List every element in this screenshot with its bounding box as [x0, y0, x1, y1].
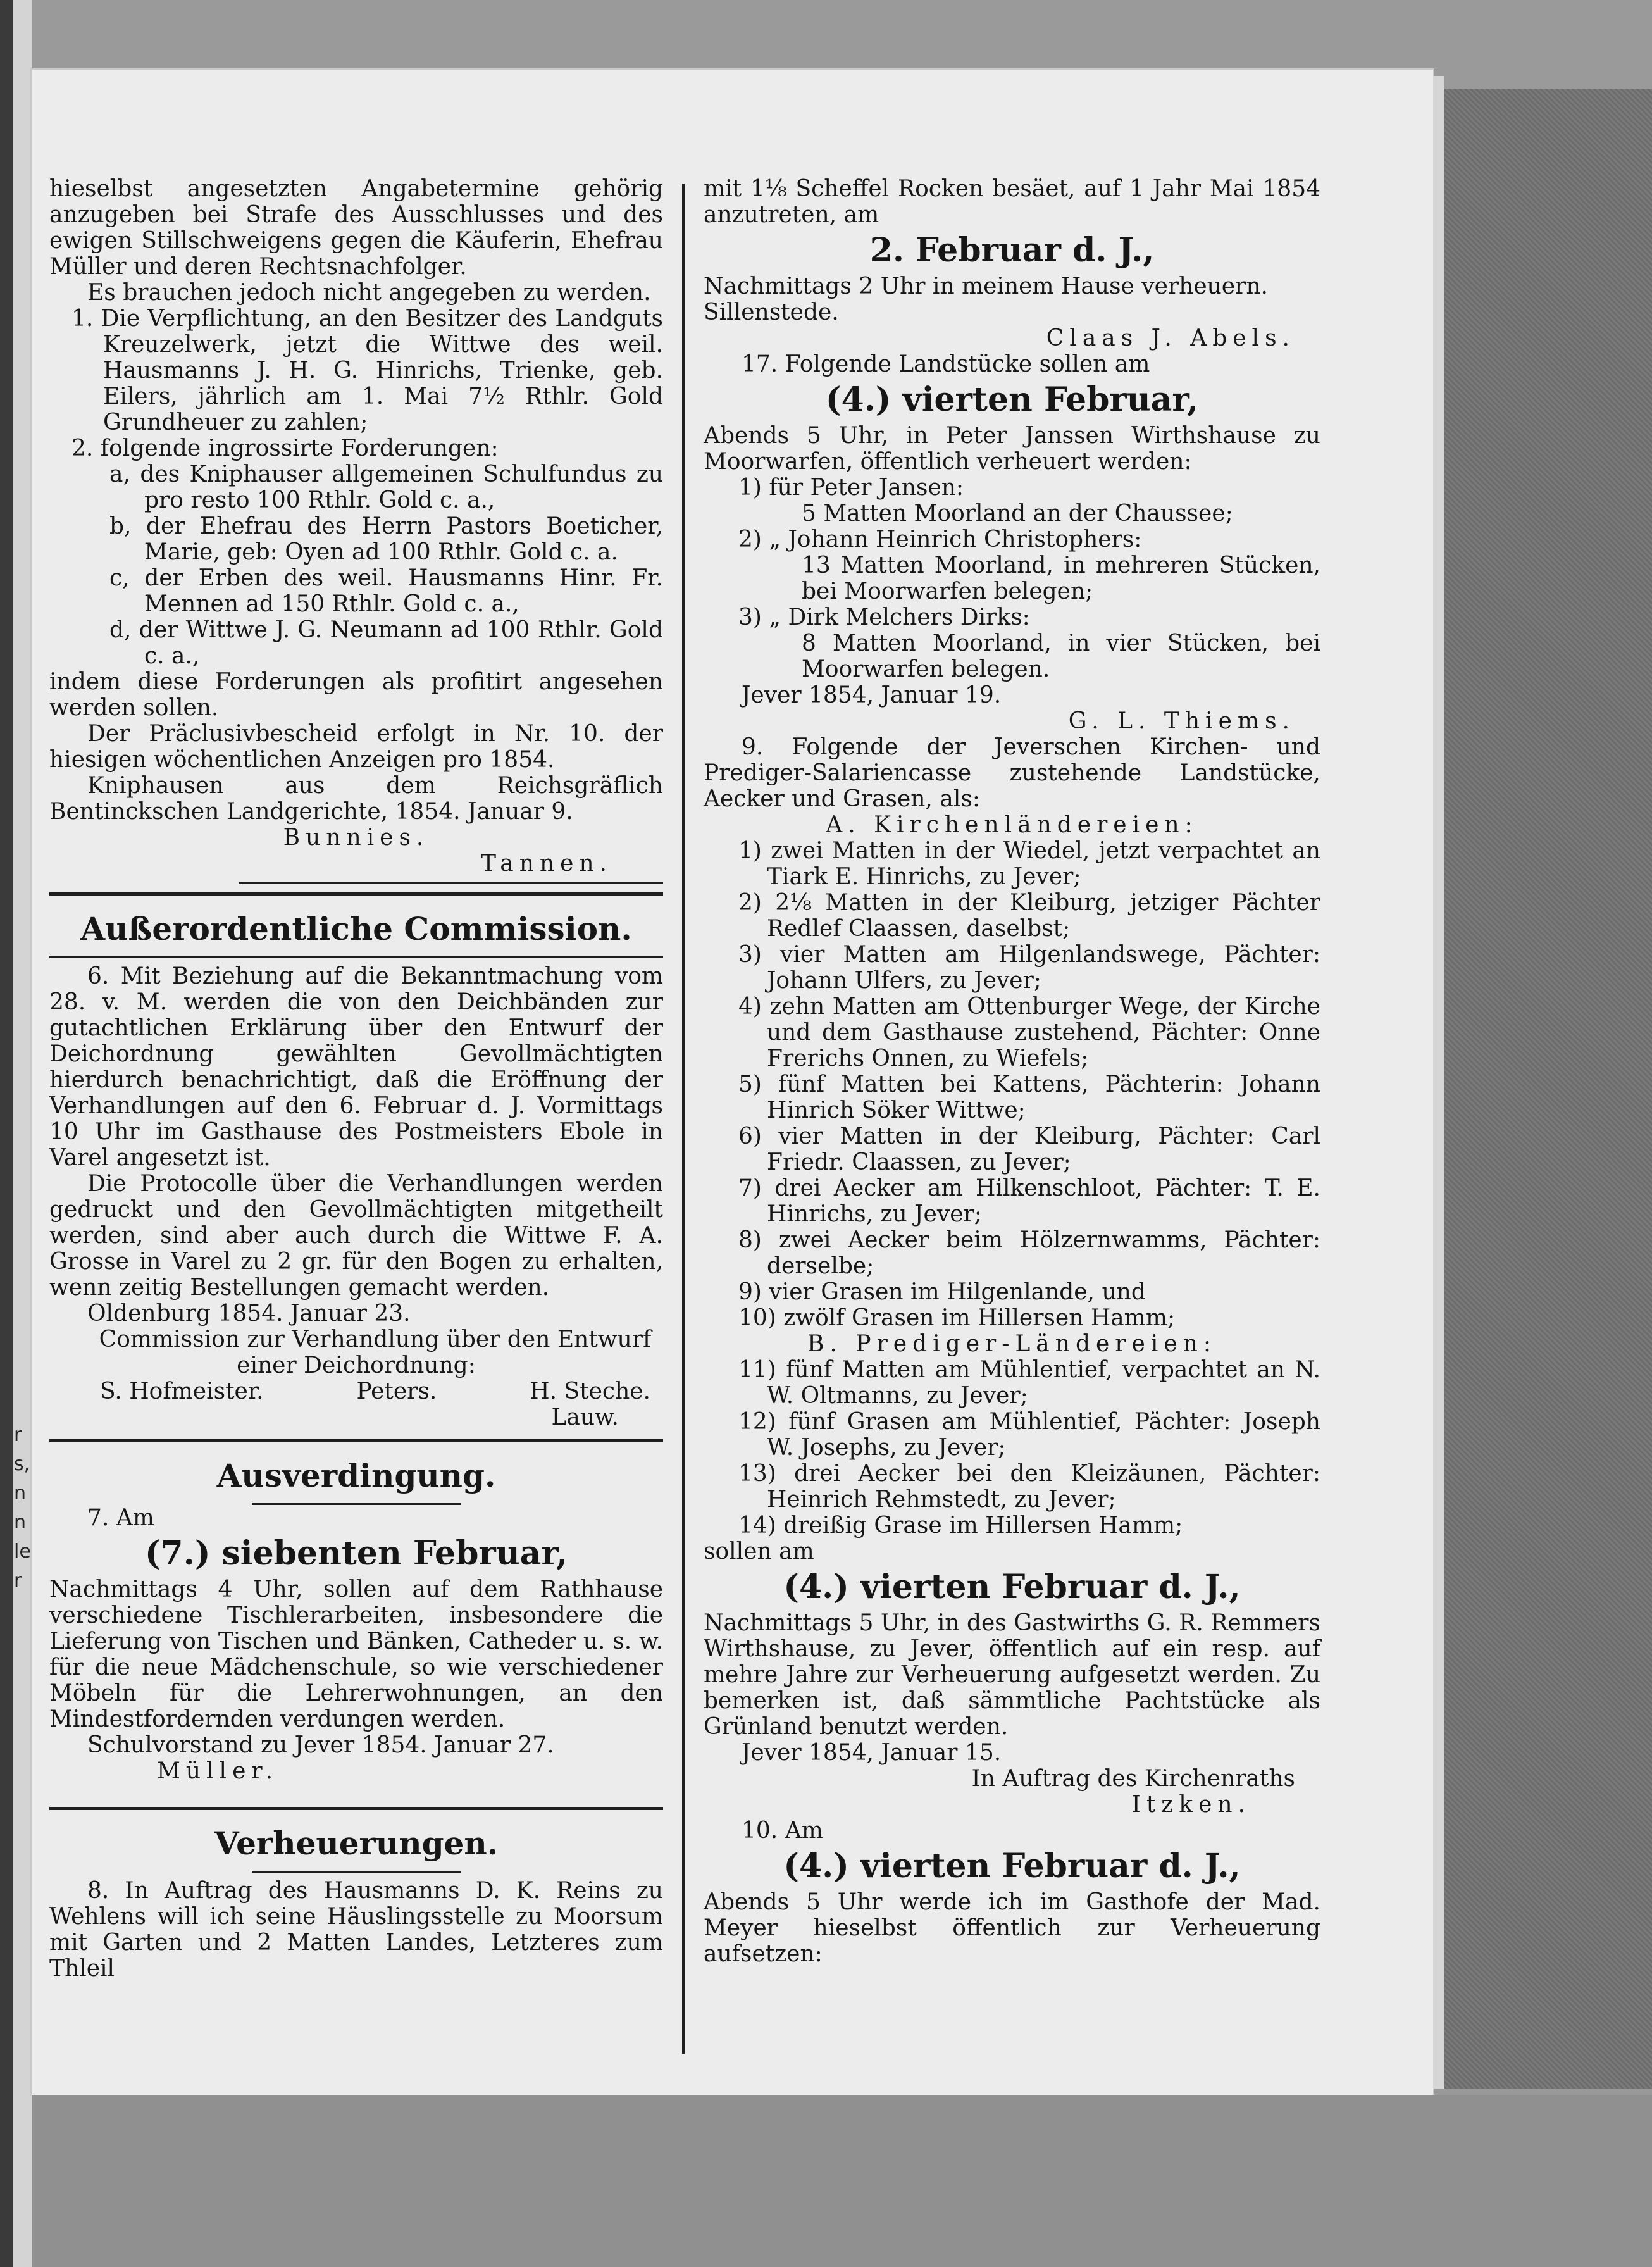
signature: Claas J. Abels.: [1046, 325, 1295, 351]
right-column: [704, 176, 1320, 1967]
list-item: 13) drei Aecker bei den Kleizäunen, Pächter: Heinrich Rehmstedt, zu Jever;: [738, 1461, 1320, 1513]
signature: Müller.: [157, 1758, 279, 1784]
paragraph: 9. Folgende der Jeverschen Kirchen- und Prediger-Salariencasse zustehende Landstücke, Aecker und Grasen, als:: [704, 734, 1320, 812]
heading-rule: [252, 1871, 461, 1873]
list-item: 1) zwei Matten in der Wiedel, jetzt verpachtet an Tiark E. Hinrichs, zu Jever;: [738, 838, 1320, 890]
paragraph: 17. Folgende Landstücke sollen am: [742, 351, 1150, 377]
section-divider: [49, 1439, 663, 1442]
date-headline: (4.) vierten Februar,: [825, 380, 1199, 419]
list-item: 5) fünf Matten bei Kattens, Pächterin: Johann Hinrich Söker Wittwe;: [738, 1071, 1320, 1123]
heading-rule: [49, 956, 663, 958]
place-date: Oldenburg 1854. Januar 23.: [87, 1301, 411, 1327]
column-divider: [682, 184, 685, 2054]
sub-list-item: b, der Ehefrau des Herrn Pastors Boeticher, Marie, geb: Oyen ad 100 Rthlr. Gold c. a.: [109, 513, 663, 565]
list-item-detail: 13 Matten Moorland, in mehreren Stücken, bei Moorwarfen belegen;: [802, 553, 1320, 604]
list-item: 4) zehn Matten am Ottenburger Wege, der Kirche und dem Gasthause zustehend, Pächter: Onne Frerichs Onnen, zu Wiefels;: [738, 994, 1320, 1071]
list-item: 6) vier Matten in der Kleiburg, Pächter: Carl Friedr. Claassen, zu Jever;: [738, 1123, 1320, 1175]
margin-fragment: n: [14, 1511, 27, 1533]
signature: Tannen.: [481, 851, 612, 877]
list-item: 1) für Peter Jansen:: [738, 475, 964, 501]
scan-background: [32, 2095, 1652, 2267]
paragraph: Die Protocolle über die Verhandlungen werden gedruckt und den Gevollmächtigten mitgetheilt werden, sind aber auch durch die Wittwe F. A. Grosse in Varel zu 2 gr. für den Bogen zu erhalten, wenn zeitig Bestellungen gemacht werden.: [49, 1171, 663, 1301]
paragraph: indem diese Forderungen als profitirt angesehen werden sollen.: [49, 669, 663, 721]
scan-border: [0, 0, 13, 2267]
paragraph: Nachmittags 4 Uhr, sollen auf dem Rathhause verschiedene Tischlerarbeiten, insbesondere die Lieferung von Tischen und Bänken, Catheder u. s. w. für die neue Mädchenschule, so wie verschiedener Möbeln für die Lehrerwohnungen, an den Mindestfordernden verdungen werden.: [49, 1577, 663, 1732]
signature-rule: [239, 882, 663, 884]
left-column: [49, 176, 663, 1982]
margin-fragment: n: [14, 1482, 27, 1504]
list-item: 1. Die Verpflichtung, an den Besitzer des Landguts Kreuzelwerk, jetzt die Wittwe des weil. Hausmanns J. H. G. Hinrichs, Trienke, geb. Eilers, jährlich am 1. Mai 7½ Rthlr. Gold Grundheuer zu zahlen;: [71, 306, 663, 435]
list-item-detail: 5 Matten Moorland an der Chaussee;: [802, 501, 1233, 527]
sub-list-item: c, der Erben des weil. Hausmanns Hinr. Fr. Mennen ad 150 Rthlr. Gold c. a.,: [109, 565, 663, 617]
list-item: 11) fünf Matten am Mühlentief, verpachtet an N. W. Oltmanns, zu Jever;: [738, 1357, 1320, 1409]
place-date: Jever 1854, Januar 19.: [742, 682, 1002, 708]
place-date: Jever 1854, Januar 15.: [742, 1740, 1002, 1766]
list-item: 14) dreißig Grase im Hillersen Hamm;: [738, 1513, 1183, 1539]
place-date: Kniphausen aus dem Reichsgräflich Bentinckschen Landgerichte, 1854. Januar 9.: [49, 773, 663, 825]
list-item: 3) vier Matten am Hilgenlandswege, Pächter: Johann Ulfers, zu Jever;: [738, 942, 1320, 994]
date-headline: (7.) siebenten Februar,: [144, 1534, 568, 1573]
signature: Bunnies.: [283, 825, 430, 851]
margin-fragment: s,: [14, 1453, 30, 1475]
paragraph: 6. Mit Beziehung auf die Bekanntmachung vom 28. v. M. werden die von den Deichbänden zur gutachtlichen Erklärung über den Entwurf der Deichordnung gewählten Gevollmächtigten hierdurch benachrichtigt, daß die Eröffnung der Verhandlungen auf den 6. Februar d. J. Vormittags 10 Uhr im Gasthause des Postmeisters Ebole in Varel angesetzt ist.: [49, 963, 663, 1171]
paragraph: Der Präclusivbescheid erfolgt in Nr. 10. der hiesigen wöchentlichen Anzeigen pro 1854.: [49, 721, 663, 773]
signature: Lauw.: [551, 1404, 619, 1430]
list-item: 2) „ Johann Heinrich Christophers:: [738, 527, 1142, 553]
paragraph: Nachmittags 5 Uhr, in des Gastwirths G. R. Remmers Wirthshause, zu Jever, öffentlich auf ein resp. auf mehre Jahre zur Verheuerung aufgesetzt werden. Zu bemerken ist, daß sämmtliche Pachtstücke als Grünland benutzt werden.: [704, 1610, 1320, 1740]
signature: G. L. Thiems.: [1068, 708, 1295, 734]
list-item: 2. folgende ingrossirte Forderungen:: [71, 435, 499, 461]
section-divider: [49, 1807, 663, 1810]
section-heading: Ausverdingung.: [216, 1457, 496, 1494]
signature-row: [49, 1378, 663, 1404]
list-item: 2) 2⅛ Matten in der Kleiburg, jetziger Pächter Redlef Claassen, daselbst;: [738, 890, 1320, 942]
date-headline: 2. Februar d. J.,: [869, 231, 1155, 270]
paragraph: Abends 5 Uhr, in Peter Janssen Wirthshause zu Moorwarfen, öffentlich verheuert werden:: [704, 423, 1320, 475]
list-item: 9) vier Grasen im Hilgenlande, und: [738, 1279, 1146, 1305]
paragraph: Nachmittags 2 Uhr in meinem Hause verheuern.: [704, 273, 1268, 299]
margin-fragment: le: [14, 1540, 31, 1563]
commission-line: Commission zur Verhandlung über den Entwurf einer Deichordnung:: [99, 1327, 652, 1378]
previous-page-edge: [13, 0, 32, 2267]
signature: Peters.: [356, 1378, 437, 1404]
section-label: B. Prediger-Ländereien:: [807, 1331, 1217, 1357]
place-date: Schulvorstand zu Jever 1854. Januar 27.: [87, 1732, 554, 1758]
margin-fragment: r: [14, 1570, 22, 1592]
signature: H. Steche.: [530, 1378, 650, 1404]
date-headline: (4.) vierten Februar d. J.,: [783, 1847, 1241, 1885]
page-edge: [1433, 76, 1444, 2089]
list-item: 12) fünf Grasen am Mühlentief, Pächter: Joseph W. Josephs, zu Jever;: [738, 1409, 1320, 1461]
margin-fragment: r: [14, 1424, 22, 1446]
paragraph: 10. Am: [742, 1818, 823, 1844]
paragraph: Es brauchen jedoch nicht angegeben zu werden.: [87, 280, 651, 306]
sub-list-item: a, des Kniphauser allgemeinen Schulfundus zu pro resto 100 Rthlr. Gold c. a.,: [109, 461, 663, 513]
book-cover: [1444, 89, 1652, 2089]
list-item: 8) zwei Aecker beim Hölzernwamms, Pächter: derselbe;: [738, 1227, 1320, 1279]
section-heading: Verheuerungen.: [214, 1825, 499, 1862]
paragraph: sollen am: [704, 1539, 814, 1564]
paragraph: Abends 5 Uhr werde ich im Gasthofe der Mad. Meyer hieselbst öffentlich zur Verheuerung aufsetzen:: [704, 1889, 1320, 1967]
place: Sillenstede.: [704, 299, 839, 325]
intro-paragraph: hieselbst angesetzten Angabetermine gehörig anzugeben bei Strafe des Ausschlusses und des ewigen Stillschweigens gegen die Käuferin, Ehefrau Müller und deren Rechtsnachfolger.: [49, 176, 663, 280]
signature: Itzken.: [1131, 1792, 1251, 1818]
section-divider: [49, 892, 663, 896]
list-item: 7) drei Aecker am Hilkenschloot, Pächter: T. E. Hinrichs, zu Jever;: [738, 1175, 1320, 1227]
paragraph: mit 1⅛ Scheffel Rocken besäet, auf 1 Jahr Mai 1854 anzutreten, am: [704, 176, 1320, 228]
list-item: 10) zwölf Grasen im Hillersen Hamm;: [738, 1305, 1176, 1331]
list-item-detail: 8 Matten Moorland, in vier Stücken, bei Moorwarfen belegen.: [802, 630, 1320, 682]
commission-line: In Auftrag des Kirchenraths: [971, 1766, 1295, 1792]
paragraph: 8. In Auftrag des Hausmanns D. K. Reins zu Wehlens will ich seine Häuslingsstelle zu Moorsum mit Garten und 2 Matten Landes, Letzteres zum Thleil: [49, 1878, 663, 1982]
sub-list-item: d, der Wittwe J. G. Neumann ad 100 Rthlr. Gold c. a.,: [109, 617, 663, 669]
paragraph: 7. Am: [87, 1505, 154, 1531]
section-label: A. Kirchenländereien:: [826, 812, 1198, 838]
date-headline: (4.) vierten Februar d. J.,: [783, 1568, 1241, 1606]
list-item: 3) „ Dirk Melchers Dirks:: [738, 604, 1030, 630]
signature: S. Hofmeister.: [100, 1378, 264, 1404]
section-heading: Außerordentliche Commission.: [80, 910, 632, 947]
